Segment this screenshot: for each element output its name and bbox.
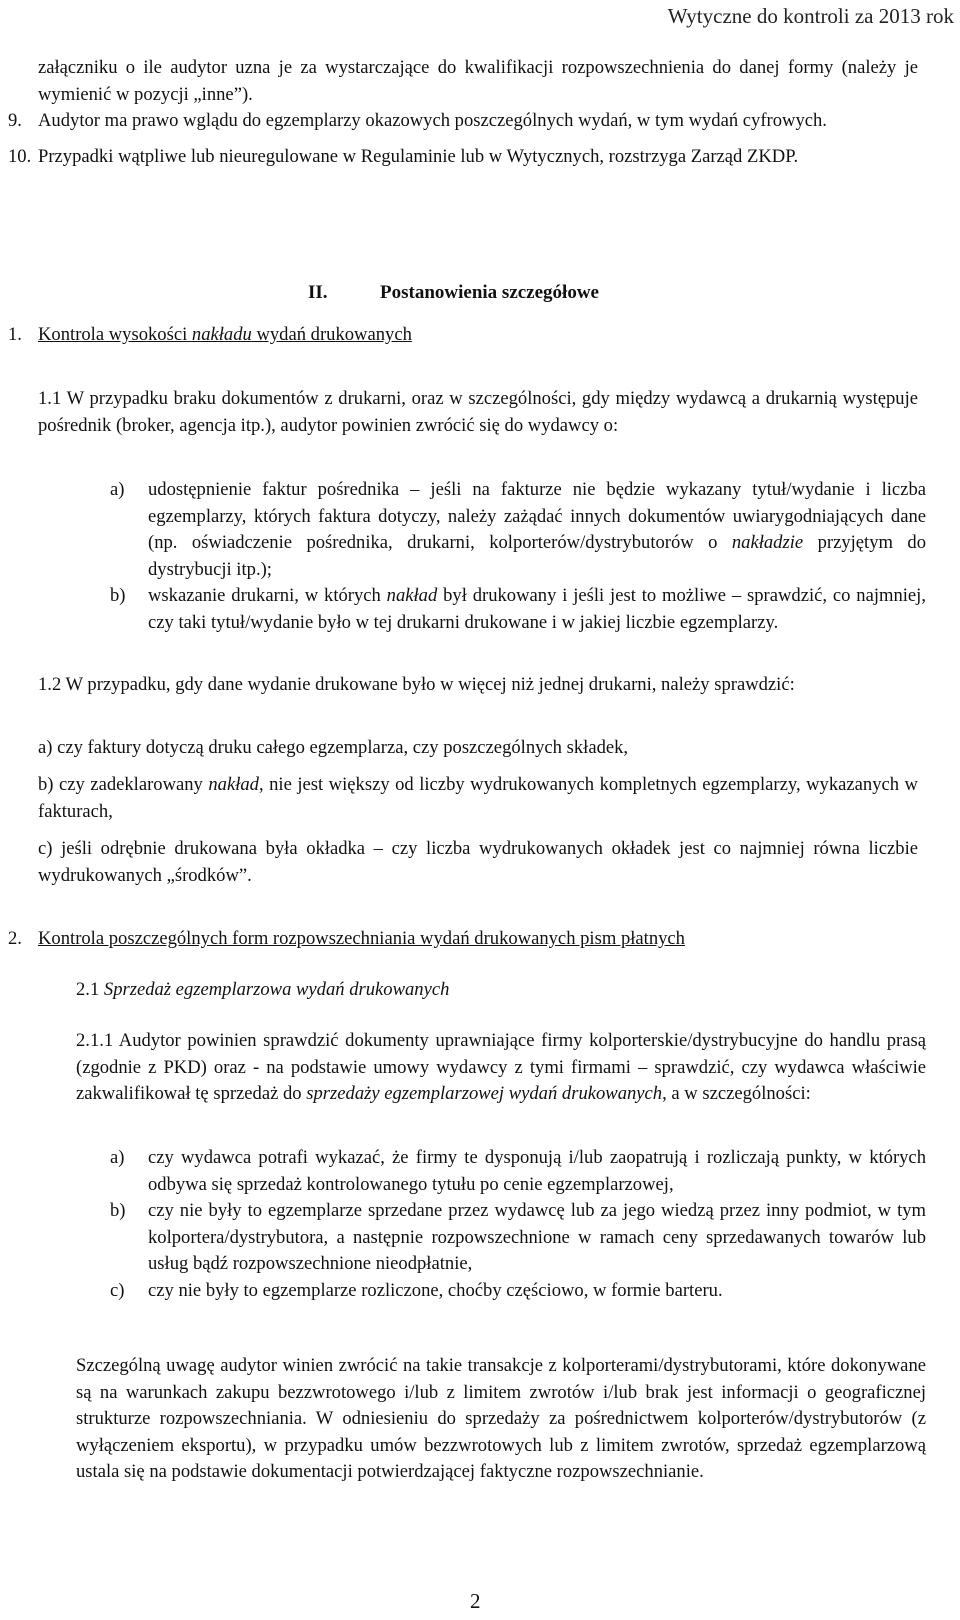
part2-heading: [8, 926, 918, 953]
list-item-text-after: przyjętym do dystrybucji itp.);: [148, 532, 926, 580]
list-item-label: 10.: [8, 145, 32, 167]
page-number: 2: [470, 1589, 481, 1613]
paragraph-1-2-b-italic: nakład: [208, 774, 259, 795]
paragraph-2-1-1-italic: sprzedaży egzemplarzowej wydań drukowanych: [306, 1083, 663, 1104]
paragraph-2-1-1-text: [76, 1028, 926, 1108]
list-item-label: a): [110, 479, 125, 500]
part1-title-italic: nakładu: [191, 324, 252, 345]
paragraph-2-1-1: [76, 1028, 926, 1108]
list-item: [110, 477, 926, 583]
list-item-text: Audytor ma prawo wglądu do egzemplarzy okazowych poszczególnych wydań, w tym wydań cyfrowych.: [38, 110, 827, 131]
section-number: II.: [308, 282, 328, 303]
paragraph-1-2-b-text: [38, 772, 918, 825]
subsection-2-1-heading: [76, 977, 918, 1004]
intro-continuation-text: załączniku o ile audytor uzna je za wystarczające do kwalifikacji rozpowszechnienia do danej formy (należy je wymienić w pozycji „inne”).: [38, 57, 918, 105]
paragraph-1-2-a: [38, 735, 918, 762]
list-item-text: Przypadki wątpliwe lub nieuregulowane w Regulaminie lub w Wytycznych, rozstrzyga Zarząd ZKDP.: [38, 145, 799, 167]
list-item-label: b): [110, 585, 126, 606]
list-item: [8, 108, 918, 135]
list-item-text: czy nie były to egzemplarze sprzedane przez wydawcę lub za jego wiedzą przez inny podmiot, w tym kolportera/dystrybutora, a następnie rozpowszechnione w ramach ceny sprzedawanych towarów lub usług bądź rozpowszechnione nieodpłatnie,: [148, 1200, 926, 1274]
intro-list: [8, 108, 918, 170]
list-item-text: [148, 583, 926, 636]
list-item-text-before: udostępnienie faktur pośrednika – jeśli na fakturze nie będzie wykazany tytuł/wydanie i liczba egzemplarzy, których faktura dotyczy, należy zażądać innych dokumentów uwiarygodniających dane (np. oświadczenie pośrednika, drukarni, kolporterów/dystrybutorów o: [148, 479, 926, 553]
list-item-label: c): [110, 1279, 125, 1301]
part1-title-after: wydań drukowanych: [251, 324, 412, 345]
list-item-label: a): [110, 1147, 125, 1168]
closing-paragraph-text: Szczególną uwagę audytor winien zwrócić na takie transakcje z kolporterami/dystrybutorami, które dokonywane są na warunkach zakupu bezzwrotowego i/lub z limitem zwrotów i/lub brak jest informacji o geograficznej strukturze rozpowszechniania. W odniesieniu do sprzedaży za pośrednictwem kolporterów/dystrybutorów (z wyłączeniem eksportu), w przypadku umów bezzwrotowych lub z limitem zwrotów, sprzedaż egzemplarzową ustala się na podstawie dokumentacji potwierdzającej faktyczne rozpowszechnianie.: [76, 1355, 926, 1482]
list-item-text-after: był drukowany i jeśli jest to możliwe – sprawdzić, co najmniej, czy taki tytuł/wydanie było w tej drukarni drukowane i w jakiej liczbie egzemplarzy.: [148, 585, 926, 633]
paragraph-1-2-b: [38, 772, 918, 825]
part2-title: Kontrola poszczególnych form rozpowszechniania wydań drukowanych pism płatnych: [38, 928, 685, 949]
paragraph-1-2-c: [38, 836, 918, 889]
part1-title-before: Kontrola wysokości: [38, 324, 192, 345]
list-item-label: b): [110, 1200, 126, 1221]
paragraph-1-2-b-before: b) czy zadeklarowany: [38, 774, 209, 795]
list-item: [110, 1145, 926, 1198]
paragraph-2-1-1-list: [110, 1145, 926, 1304]
list-item: [110, 1278, 926, 1305]
list-item: [110, 583, 926, 636]
subsection-2-1-number: 2.1: [76, 979, 104, 1000]
paragraph-1-2: [38, 672, 918, 699]
intro-continuation: [38, 55, 918, 108]
section-heading: [308, 280, 599, 307]
paragraph-2-1-1-after: , a w szczególności:: [662, 1083, 811, 1104]
part1-label: 1.: [8, 324, 22, 345]
closing-paragraph: [76, 1353, 926, 1486]
list-item-text-italic: nakład: [386, 585, 438, 606]
part1-heading: [8, 322, 888, 349]
section-title: Postanowienia szczegółowe: [380, 282, 599, 303]
list-item-label: 9.: [8, 110, 22, 131]
part1-title: [38, 324, 412, 345]
subsection-2-1-title: Sprzedaż egzemplarzowa wydań drukowanych: [103, 979, 450, 1000]
paragraph-1-2-text: 1.2 W przypadku, gdy dane wydanie drukowane było w więcej niż jednej drukarni, należy sprawdzić:: [38, 674, 795, 695]
list-item-text: czy nie były to egzemplarze rozliczone, choćby częściowo, w formie barteru.: [148, 1279, 723, 1301]
running-header: Wytyczne do kontroli za 2013 rok: [667, 4, 954, 28]
paragraph-1-2-b-after: , nie jest większy od liczby wydrukowanych kompletnych egzemplarzy, wykazanych w fakturach,: [38, 774, 918, 822]
list-item-text: czy wydawca potrafi wykazać, że firmy te dysponują i/lub zaopatrują i rozliczają punkty, w których odbywa się sprzedaż kontrolowanego tytułu po cenie egzemplarzowej,: [148, 1147, 926, 1195]
list-item-text-before: wskazanie drukarni, w których: [148, 585, 387, 606]
part2-label: 2.: [8, 928, 22, 949]
list-item: [8, 144, 918, 171]
paragraph-1-1: [38, 386, 918, 439]
paragraph-1-1-text: 1.1 W przypadku braku dokumentów z drukarni, oraz w szczególności, gdy między wydawcą a drukarnią występuje pośrednik (broker, agencja itp.), audytor powinien zwrócić się do wydawcy o:: [38, 388, 918, 436]
paragraph-1-2-c-text: c) jeśli odrębnie drukowana była okładka – czy liczba wydrukowanych okładek jest co najmniej równa liczbie wydrukowanych „środków”.: [38, 838, 918, 886]
paragraph-1-2-a-text: a) czy faktury dotyczą druku całego egzemplarza, czy poszczególnych składek,: [38, 737, 629, 758]
list-item: [110, 1198, 926, 1278]
list-item-text-italic: nakładzie: [731, 532, 804, 553]
list-item-text: [148, 477, 926, 583]
paragraph-2-1-1-before: 2.1.1 Audytor powinien sprawdzić dokumenty uprawniające firmy kolporterskie/dystrybucyjne do handlu prasą (zgodnie z PKD) oraz - na podstawie umowy wydawcy z tymi firmami – sprawdzić, czy wydawca właściwie zakwalifikował tę sprzedaż do: [76, 1030, 926, 1104]
paragraph-1-1-list: [110, 477, 926, 636]
